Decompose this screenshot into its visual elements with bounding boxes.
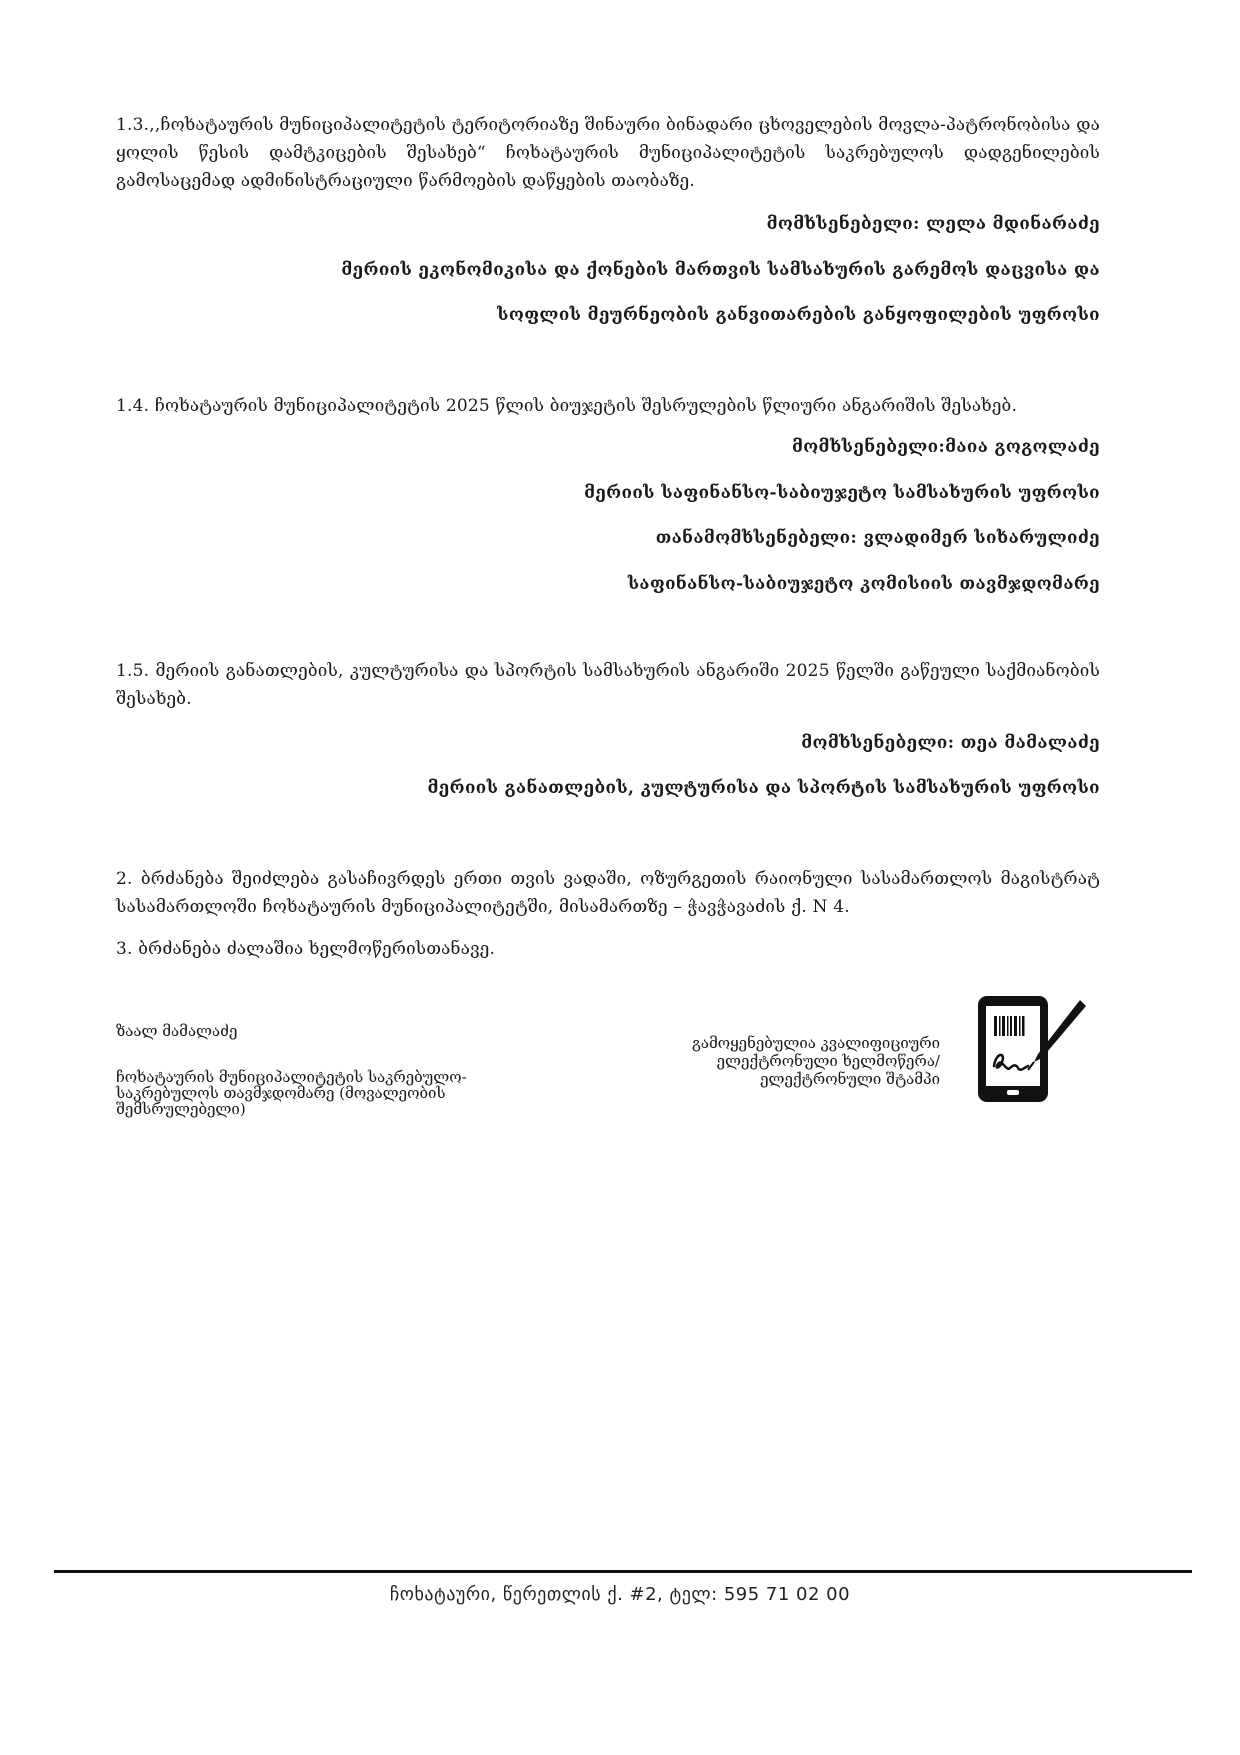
e-signature-line1: გამოყენებულია კვალიფიციური bbox=[692, 1034, 940, 1052]
tablet-signature-icon bbox=[976, 994, 1086, 1104]
e-signature-line3: ელექტრონული შტამპი bbox=[760, 1070, 940, 1088]
item-1-4-cospeaker: თანამომხსენებელი: ვლადიმერ სიხარულიძე bbox=[655, 528, 1100, 548]
signatory-name: ზაალ მამალაძე bbox=[116, 1022, 238, 1040]
item-1-5-speaker: მომხსენებელი: თეა მამალაძე bbox=[801, 733, 1100, 753]
signatory-title-line2: საკრებულოს თავმჯდომარე (მოვალეობის bbox=[116, 1084, 446, 1102]
item-1-3-role-line1: მერიის ეკონომიკისა და ქონების მართვის სამსახურის გარემოს დაცვისა და bbox=[341, 260, 1100, 280]
item-1-4-role: მერიის საფინანსო-საბიუჯეტო სამსახურის უფროსი bbox=[584, 483, 1100, 503]
footer-address: ჩოხატაური, წერეთლის ქ. #2, ტელ: 595 71 02 00 bbox=[389, 1584, 851, 1605]
item-1-4-text: 1.4. ჩოხატაურის მუნიციპალიტეტის 2025 წლის ბიუჯეტის შესრულების წლიური ანგარიშის შესახებ. bbox=[116, 396, 1018, 416]
item-1-4-corole: საფინანსო-საბიუჯეტო კომისიის თავმჯდომარე bbox=[627, 574, 1100, 594]
e-signature-notice bbox=[640, 1034, 940, 1088]
paragraph-2: 2. ბრძანება შეიძლება გასაჩივრდეს ერთი თვის ვადაში, ოზურგეთის რაიონული სასამართლოს მაგისტრატ სასამართლოში ჩოხატაურის მუნიციპალიტეტში, მისამართზე – ჭავჭავაძის ქ. N 4. bbox=[116, 869, 1100, 917]
signatory-title bbox=[116, 1069, 467, 1117]
footer-divider bbox=[54, 1570, 1192, 1573]
item-1-5-text: 1.5. მერიის განათლების, კულტურისა და სპორტის სამსახურის ანგარიში 2025 წელში გაწეული საქმიანობის შესახებ. bbox=[116, 661, 1100, 709]
item-1-3-text: 1.3.,,ჩოხატაურის მუნიციპალიტეტის ტერიტორიაზე შინაური ბინადარი ცხოველების მოვლა-პატრონობისა და ყოლის წესის დამტკიცების შესახებ“ ჩოხატაურის მუნიციპალიტეტის საკრებულოს დადგენილების გამოსაცემად ადმინისტრაციული წარმოების დაწყების თაობაზე. bbox=[116, 115, 1100, 191]
item-1-3-speaker: მომხსენებელი: ლელა მდინარაძე bbox=[766, 214, 1100, 234]
item-1-3-role-line2: სოფლის მეურნეობის განვითარების განყოფილების უფროსი bbox=[497, 305, 1100, 325]
item-1-4-speaker: მომხსენებელი:მაია გოგოლაძე bbox=[791, 437, 1100, 457]
signatory-title-line3: შემსრულებელი) bbox=[116, 1100, 246, 1118]
e-signature-line2: ელექტრონული ხელმოწერა/ bbox=[716, 1052, 940, 1070]
paragraph-3: 3. ბრძანება ძალაშია ხელმოწერისთანავე. bbox=[116, 939, 496, 959]
signatory-title-line1: ჩოხატაურის მუნიციპალიტეტის საკრებულო- bbox=[116, 1068, 467, 1086]
item-1-5-role: მერიის განათლების, კულტურისა და სპორტის სამსახურის უფროსი bbox=[427, 778, 1100, 798]
